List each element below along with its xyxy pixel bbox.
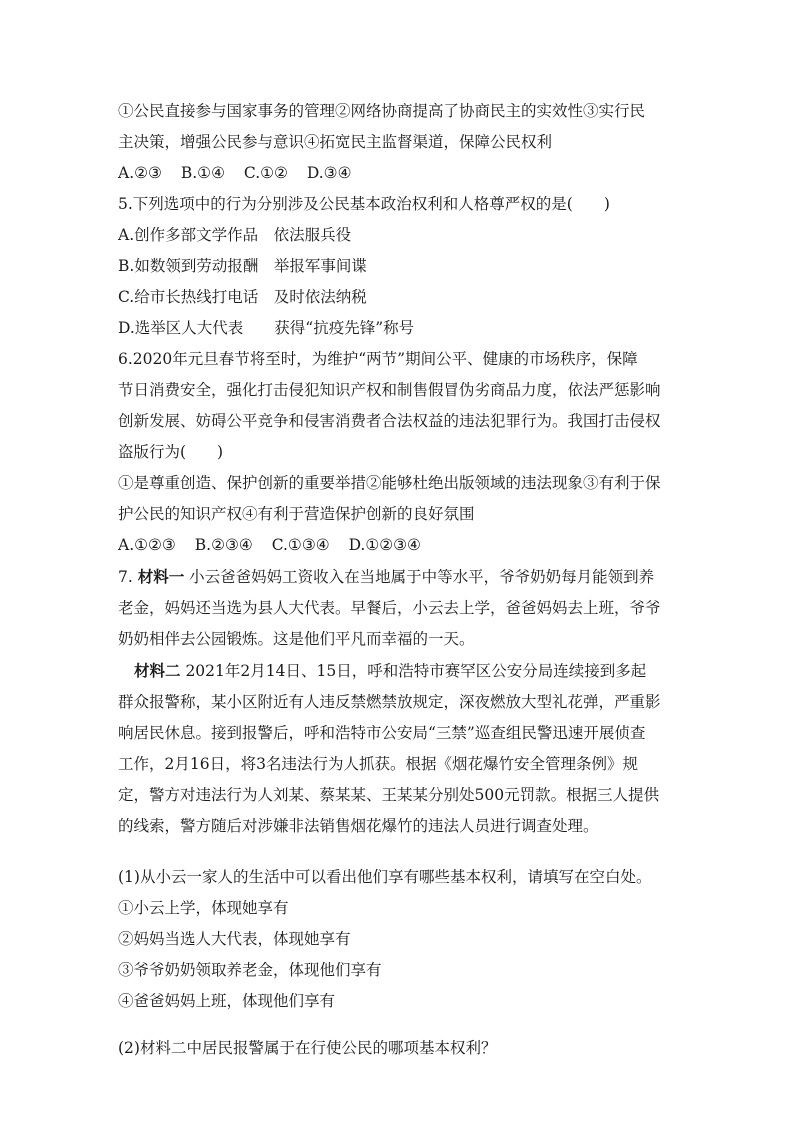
q4-option-a: A.②③ [118, 164, 162, 182]
q4-stem-line-2: 主决策，增强公民参与意识④拓宽民主监督渠道，保障公民权利 [118, 133, 553, 151]
q7-material-2-line-2: 群众报警称，某小区附近有人违反禁燃禁放规定，深夜燃放大型礼花弹，严重影 [118, 693, 661, 711]
q6-stem-line-3: 创新发展、妨碍公平竞争和侵害消费者合法权益的违法犯罪行为。我国打击侵权 [118, 412, 661, 430]
q7-material-2-line-3: 响居民休息。接到报警后，呼和浩特市公安局“三禁”巡查组民警迅速开展侦查 [118, 724, 646, 742]
q7-material-1-line-3: 奶奶相伴去公园锻炼。这是他们平凡而幸福的一天。 [118, 630, 475, 648]
q7-sub-question-1: (1)从小云一家人的生活中可以看出他们享有哪些基本权利，请填写在空白处。 [118, 868, 652, 886]
q7-material-2-line-5: 定，警方对违法行为人刘某、蔡某某、王某某分别处500元罚款。根据三人提供 [118, 786, 660, 804]
q7-sub1-item-1: ①小云上学，体现她享有 [118, 899, 289, 917]
q6-option-d: D.①②③④ [348, 536, 421, 554]
q7-material-2-line-4: 工作，2月16日，将3名违法行为人抓获。根据《烟花爆竹安全管理条例》规 [118, 755, 638, 773]
q4-option-c: C.①② [243, 164, 288, 182]
q5-stem: 5.下列选项中的行为分别涉及公民基本政治权利和人格尊严权的是( ) [118, 195, 610, 213]
q7-sub1-item-2: ②妈妈当选人大代表，体现她享有 [118, 930, 351, 948]
spacer [118, 1017, 678, 1033]
q7-sub1-item-4: ④爸爸妈妈上班，体现他们享有 [118, 992, 336, 1010]
q7-material-1-label: 材料一 [137, 567, 185, 586]
q4-option-d: D.③④ [306, 164, 352, 182]
q6-stem-line-1: 6.2020年元旦春节将至时，为维护“两节”期间公平、健康的市场秩序，保障 [118, 350, 638, 368]
q7-number: 7. [118, 568, 133, 586]
q6-options [118, 530, 678, 561]
q4-options [118, 158, 678, 189]
worksheet-content [118, 96, 678, 1064]
q5-option-a: A.创作多部文学作品 依法服兵役 [118, 226, 352, 244]
q7-material-2-label: 材料二 [134, 661, 181, 680]
q7-material-2-line-1 [118, 655, 678, 687]
q4-stem-line-1: ①公民直接参与国家事务的管理②网络协商提高了协商民主的实效性③实行民 [118, 102, 646, 120]
q7-material-2-text-1: 2021年2月14日、15日，呼和浩特市赛罕区公安分局连续接到多起 [180, 662, 647, 680]
q6-items-line-2: 护公民的知识产权④有利于营造保护创新的良好氛围 [118, 505, 475, 523]
q5-option-d: D.选举区人大代表 获得“抗疫先锋”称号 [118, 319, 415, 337]
q7-sub1-item-3: ③爷爷奶奶领取养老金，体现他们享有 [118, 961, 382, 979]
q7-material-1-text-1: 小云爸爸妈妈工资收入在当地属于中等水平，爷爷奶奶每月能领到养 [184, 568, 655, 586]
q6-stem-line-4: 盗版行为( ) [118, 443, 224, 461]
q6-items-line-1: ①是尊重创造、保护创新的重要举措②能够杜绝出版领域的违法现象③有利于保 [118, 474, 661, 492]
spacer [118, 842, 678, 862]
q6-option-b: B.②③④ [194, 536, 253, 554]
q6-option-c: C.①③④ [271, 536, 330, 554]
q5-option-b: B.如数领到劳动报酬 举报军事间谍 [118, 257, 367, 275]
q4-option-b: B.①④ [180, 164, 225, 182]
q6-stem-line-2: 节日消费安全，强化打击侵犯知识产权和制售假冒伪劣商品力度，依法严惩影响 [118, 381, 661, 399]
q5-option-c: C.给市长热线打电话 及时依法纳税 [118, 288, 367, 306]
q7-material-1-line-2: 老金，妈妈还当选为县人大代表。早餐后，小云去上学，爸爸妈妈去上班，爷爷 [118, 599, 661, 617]
q7-material-2-line-6: 的线索，警方随后对涉嫌非法销售烟花爆竹的违法人员进行调查处理。 [118, 817, 599, 835]
q7-sub-question-2: (2)材料二中居民报警属于在行使公民的哪项基本权利？ [118, 1039, 497, 1057]
q6-option-a: A.①②③ [118, 536, 176, 554]
q7-material-1-line-1 [118, 561, 678, 593]
